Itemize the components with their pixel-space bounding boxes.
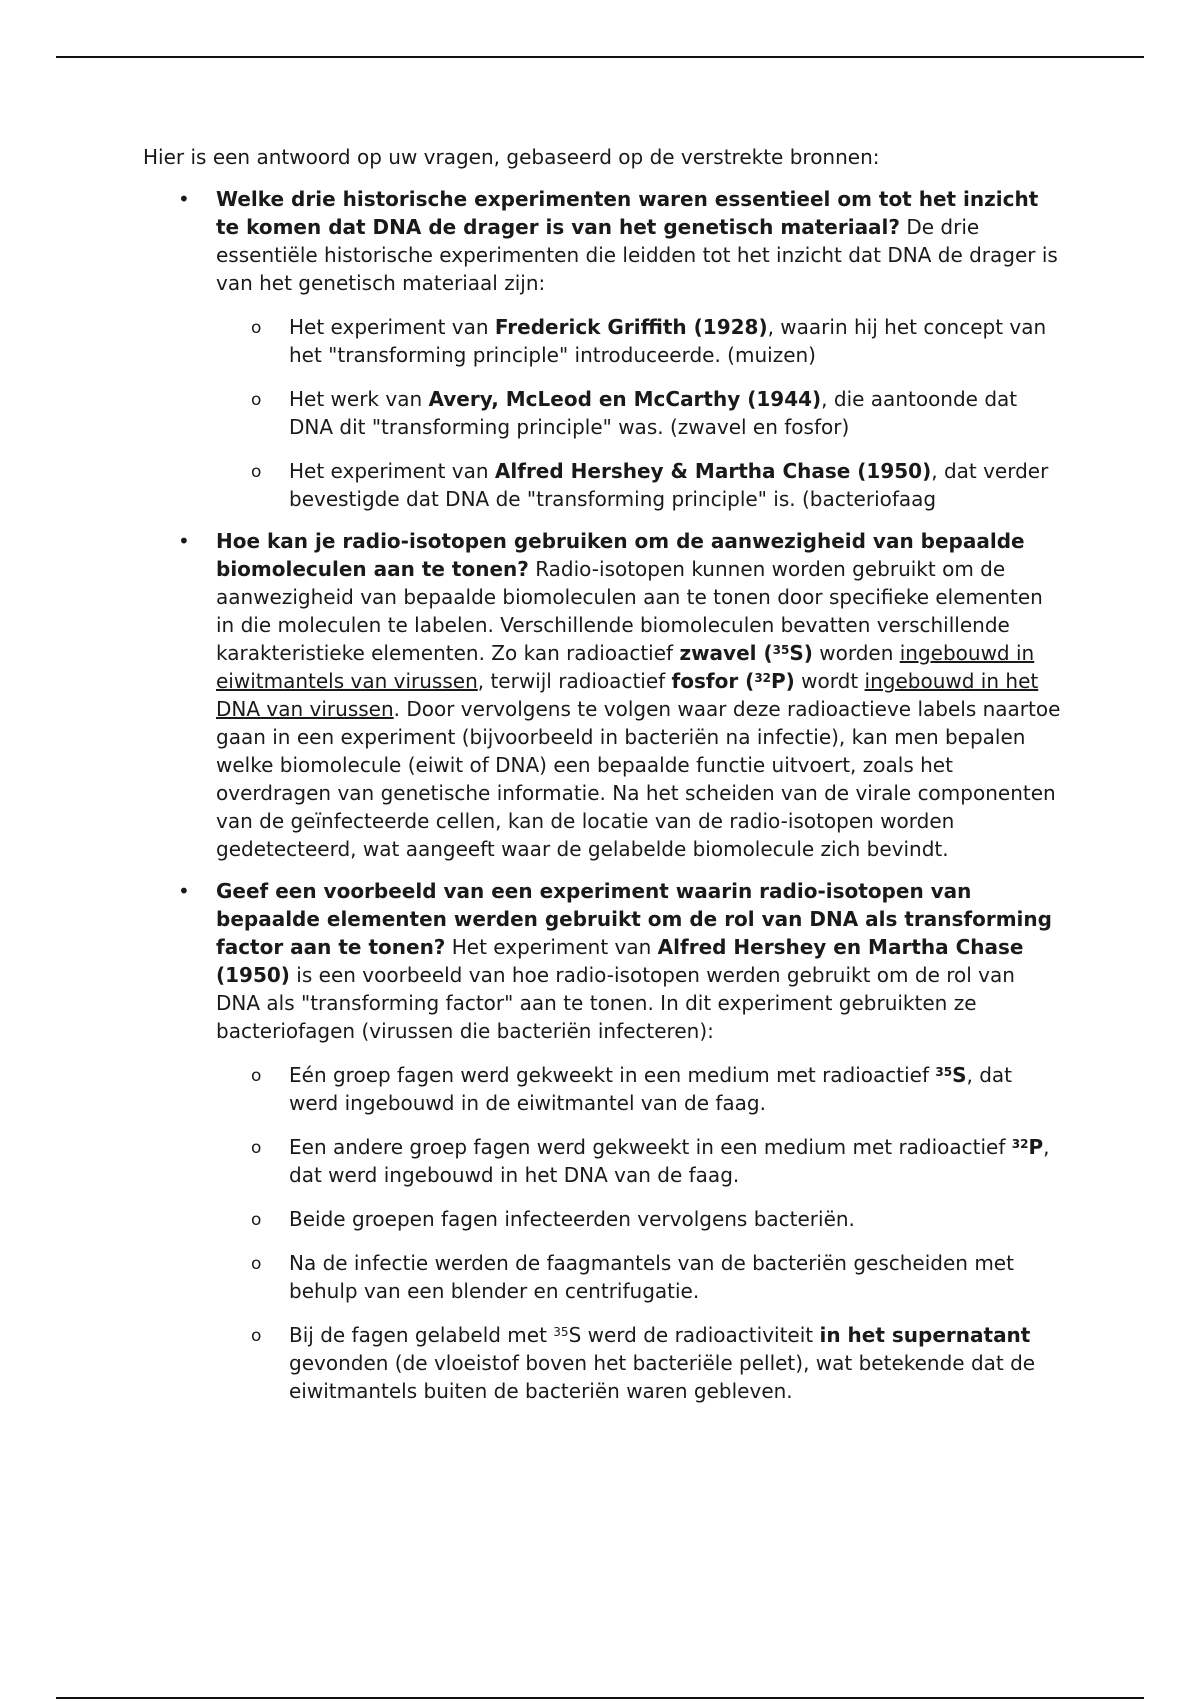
list-item bbox=[216, 313, 1063, 369]
list-item bbox=[216, 457, 1063, 513]
bullet-icon: • bbox=[178, 187, 190, 211]
intro-text: Hier is een antwoord op uw vragen, gebaseerd op de verstrekte bronnen: bbox=[143, 145, 880, 169]
footer-rule bbox=[56, 1697, 1144, 1699]
item-bold-text: P bbox=[1028, 1135, 1044, 1159]
item-text: , dat verder bevestigde dat DNA de "transforming principle" is. (bacteriofaag bbox=[289, 459, 1049, 511]
answer-bold: Alfred Hershey en Martha Chase (1950) bbox=[216, 935, 1024, 987]
answer-text: , terwijl radioactief bbox=[477, 669, 672, 693]
answer-bold-text: P) bbox=[771, 669, 795, 693]
answer-text: wordt bbox=[794, 669, 865, 693]
answer-text: worden bbox=[812, 641, 900, 665]
circle-bullet-icon: o bbox=[251, 1326, 262, 1346]
answer-bold-text: zwavel ( bbox=[679, 641, 773, 665]
answer-text: Radio-isotopen kunnen worden gebruikt om de aanwezigheid van bepaalde biomoleculen aan te tonen door specifieke elementen in die moleculen te labelen. Verschillende biomoleculen bevatten verschillende karakteristieke elementen. Zo kan radioactief bbox=[216, 557, 1043, 665]
isotope-superscript: 35 bbox=[935, 1065, 953, 1079]
list-item bbox=[216, 1249, 1063, 1305]
experiment-list bbox=[216, 313, 1063, 513]
underlined-text: ingebouwd in eiwitmantels van virussen bbox=[216, 641, 1035, 693]
underlined-text: ingebouwd in het DNA van virussen bbox=[216, 669, 1039, 721]
item-text: Na de infectie werden de faagmantels van de bacteriën gescheiden met behulp van een blender en centrifugatie. bbox=[289, 1251, 1014, 1303]
question-3 bbox=[143, 877, 1063, 1405]
header-rule bbox=[56, 56, 1144, 58]
bullet-icon: • bbox=[178, 879, 190, 903]
item-bold bbox=[1012, 1135, 1043, 1159]
list-item bbox=[216, 1205, 1063, 1233]
item-text: Het werk van bbox=[289, 387, 429, 411]
question-1 bbox=[143, 185, 1063, 513]
question-1-answer: De drie essentiële historische experimenten die leidden tot het inzicht dat DNA de drager is van het genetisch materiaal zijn: bbox=[216, 215, 1058, 295]
isotope-superscript: 32 bbox=[754, 671, 772, 685]
item-text: Het experiment van bbox=[289, 459, 495, 483]
list-item bbox=[216, 1133, 1063, 1189]
item-text: , dat werd ingebouwd in de eiwitmantel van de faag. bbox=[289, 1063, 1013, 1115]
circle-bullet-icon: o bbox=[251, 462, 262, 482]
list-item bbox=[216, 385, 1063, 441]
question-1-title: Welke drie historische experimenten waren essentieel om tot het inzicht te komen dat DNA de drager is van het genetisch materiaal? bbox=[216, 187, 1039, 239]
answer-text: Het experiment van bbox=[445, 935, 658, 959]
item-bold: Avery, McLeod en McCarthy (1944) bbox=[428, 387, 822, 411]
document-body bbox=[143, 143, 1063, 1419]
item-text: Beide groepen fagen infecteerden vervolgens bacteriën. bbox=[289, 1207, 855, 1231]
experiment-steps-list bbox=[216, 1061, 1063, 1405]
item-bold: in het supernatant bbox=[819, 1323, 1031, 1347]
answer-text: . Door vervolgens te volgen waar deze radioactieve labels naartoe gaan in een experiment (bijvoorbeeld in bacteriën na infectie), kan men bepalen welke biomolecule (eiwit of DNA) een bepaalde functie uitvoert, zoals het overdragen van genetische informatie. Na het scheiden van de virale componenten van de geïnfecteerde cellen, kan de locatie van de radio-isotopen worden gedetecteerd, wat aangeeft waar de gelabelde biomolecule zich bevindt. bbox=[216, 697, 1061, 861]
item-bold-text: S bbox=[952, 1063, 967, 1087]
item-text: , die aantoonde dat DNA dit "transforming principle" was. (zwavel en fosfor) bbox=[289, 387, 1018, 439]
list-item bbox=[216, 1061, 1063, 1117]
list-item bbox=[216, 1321, 1063, 1405]
isotope-superscript: 35 bbox=[553, 1325, 569, 1339]
circle-bullet-icon: o bbox=[251, 1254, 262, 1274]
item-text: Bij de fagen gelabeld met bbox=[289, 1323, 554, 1347]
item-text: , waarin hij het concept van het "transforming principle" introduceerde. (muizen) bbox=[289, 315, 1047, 367]
question-2 bbox=[143, 527, 1063, 863]
item-text: Een andere groep fagen werd gekweekt in een medium met radioactief bbox=[289, 1135, 1012, 1159]
answer-text: is een voorbeeld van hoe radio-isotopen werden gebruikt om de rol van DNA als "transforming factor" aan te tonen. In dit experiment gebruikten ze bacteriofagen (virussen die bacteriën infecteren): bbox=[216, 963, 1015, 1043]
answer-bold bbox=[672, 669, 795, 693]
item-bold: Alfred Hershey & Martha Chase (1950) bbox=[494, 459, 932, 483]
question-2-title: Hoe kan je radio-isotopen gebruiken om de aanwezigheid van bepaalde biomoleculen aan te tonen? bbox=[216, 529, 1025, 581]
answer-bold-text: fosfor ( bbox=[671, 669, 755, 693]
item-bold: Frederick Griffith (1928) bbox=[494, 315, 768, 339]
item-text: Eén groep fagen werd gekweekt in een medium met radioactief bbox=[289, 1063, 936, 1087]
question-list bbox=[143, 185, 1063, 1405]
isotope-superscript: 32 bbox=[1011, 1137, 1029, 1151]
circle-bullet-icon: o bbox=[251, 1138, 262, 1158]
circle-bullet-icon: o bbox=[251, 318, 262, 338]
bullet-icon: • bbox=[178, 529, 190, 553]
circle-bullet-icon: o bbox=[251, 1066, 262, 1086]
isotope-superscript: 35 bbox=[772, 643, 790, 657]
item-text: Het experiment van bbox=[289, 315, 495, 339]
answer-bold bbox=[679, 641, 812, 665]
question-3-title: Geef een voorbeeld van een experiment waarin radio-isotopen van bepaalde elementen werden gebruikt om de rol van DNA als transforming factor aan te tonen? bbox=[216, 879, 1052, 959]
item-text: S werd de radioactiviteit bbox=[568, 1323, 820, 1347]
answer-bold-text: S) bbox=[789, 641, 813, 665]
circle-bullet-icon: o bbox=[251, 1210, 262, 1230]
item-text: , dat werd ingebouwd in het DNA van de faag. bbox=[289, 1135, 1050, 1187]
circle-bullet-icon: o bbox=[251, 390, 262, 410]
item-text: gevonden (de vloeistof boven het bacteriële pellet), wat betekende dat de eiwitmantels buiten de bacteriën waren gebleven. bbox=[289, 1351, 1036, 1403]
item-bold bbox=[935, 1063, 966, 1087]
